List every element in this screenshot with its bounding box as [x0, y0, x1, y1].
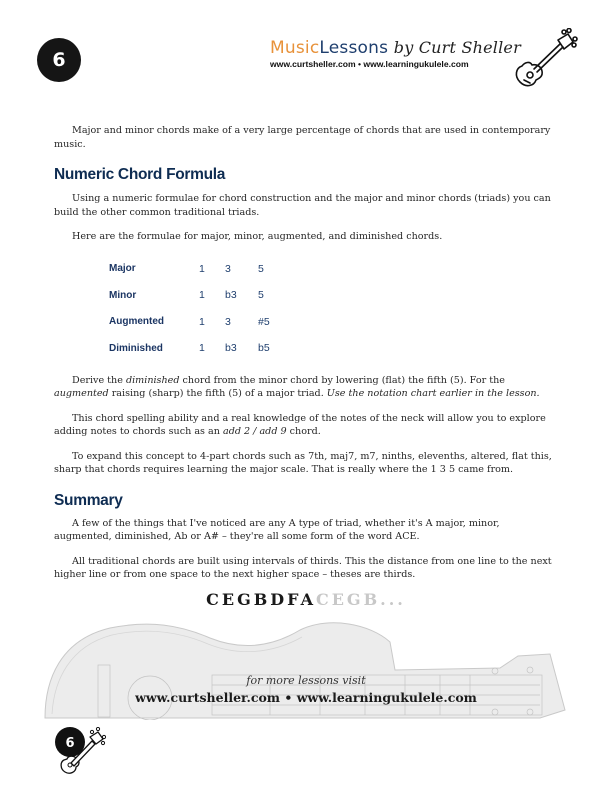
- interval: b3: [225, 289, 237, 302]
- summary-paragraph-2: All traditional chords are built using intervals of thirds. This the distance from one line to the next higher line or from one space to the next higher space – theses are thirds.: [54, 555, 552, 580]
- text: raising (sharp) the fifth (5) of a major triad.: [108, 388, 327, 399]
- brand-byline: by Curt Sheller: [393, 38, 521, 57]
- notes-sequence-continued: CEGB...: [316, 590, 406, 609]
- header-urls[interactable]: www.curtsheller.com • www.learningukulele.com: [270, 59, 469, 69]
- notes-sequence-primary: CEGBDFA: [206, 590, 316, 609]
- brand-header: [270, 38, 521, 69]
- brand-lessons: Lessons: [319, 38, 389, 58]
- emphasis: diminished: [125, 374, 180, 386]
- interval: b3: [225, 342, 237, 355]
- chord-name: Diminished: [109, 342, 163, 354]
- emphasis: augmented: [54, 388, 109, 399]
- page-number-badge: [37, 38, 81, 82]
- footer-page-number: 6: [65, 736, 75, 751]
- interval: 3: [225, 315, 231, 328]
- text: chord from the minor chord by lowering (flat) the fifth (5). For the: [179, 374, 505, 386]
- table-row: [109, 335, 270, 362]
- summary-paragraph-1: A few of the things that I've noticed are any A type of triad, whether it's A major, minor, augmented, diminished, Ab or A# – they're all some form of the word ACE.: [54, 517, 500, 542]
- spelling-paragraph: [54, 412, 558, 439]
- brand-title: [270, 38, 521, 58]
- chord-name: Minor: [109, 289, 137, 301]
- chord-name: Major: [109, 263, 136, 275]
- summary-heading: Summary: [54, 491, 123, 509]
- footer-urls[interactable]: www.curtsheller.com • www.learningukulele.com: [135, 690, 477, 705]
- interval: 1: [199, 262, 205, 275]
- interval: #5: [258, 315, 270, 328]
- interval: 5: [258, 289, 264, 302]
- lesson-content: [54, 124, 558, 582]
- table-row: [109, 256, 270, 283]
- table-row: [109, 282, 270, 309]
- formula-paragraph-2: Here are the formulae for major, minor, augmented, and diminished chords.: [72, 231, 443, 242]
- text: chord.: [286, 426, 321, 437]
- numeric-chord-formula-heading: Numeric Chord Formula: [54, 166, 226, 183]
- table-row: [109, 309, 270, 336]
- emphasis: add 2 / add 9: [222, 426, 287, 437]
- brand-music: Music: [270, 38, 320, 58]
- interval: 1: [199, 342, 205, 355]
- interval: b5: [258, 342, 270, 355]
- text: Derive the: [72, 374, 126, 386]
- chord-name: Augmented: [109, 316, 164, 328]
- intro-paragraph: Major and minor chords make of a very large percentage of chords that are used in contemporary music.: [54, 125, 551, 150]
- emphasis: Use the notation chart earlier in the lesson.: [326, 388, 540, 399]
- interval: 1: [199, 315, 205, 328]
- footer-visit-text: for more lessons visit: [246, 674, 366, 687]
- text: This chord spelling ability and a real knowledge of the notes of the neck will allow you to explore adding notes to chords such as an: [54, 412, 546, 437]
- chord-formula-table: [109, 256, 270, 362]
- derive-paragraph: [54, 374, 558, 401]
- notes-sequence: [0, 590, 612, 609]
- ukulele-silhouette-icon: [40, 620, 570, 720]
- ukulele-logo-icon: [512, 28, 578, 90]
- page-number: 6: [52, 49, 66, 71]
- formula-paragraph-1: Using a numeric formulae for chord construction and the major and minor chords (triads) you can build the other common traditional triads.: [54, 193, 551, 218]
- expand-paragraph: To expand this concept to 4-part chords such as 7th, maj7, m7, ninths, elevenths, altered, flat this, sharp that chords requires learning the major scale. That is really where the 1 3 5 came from.: [54, 450, 552, 475]
- interval: 3: [225, 262, 231, 275]
- page-badge-ukulele-icon: [54, 727, 106, 777]
- interval: 1: [199, 289, 205, 302]
- interval: 5: [258, 262, 264, 275]
